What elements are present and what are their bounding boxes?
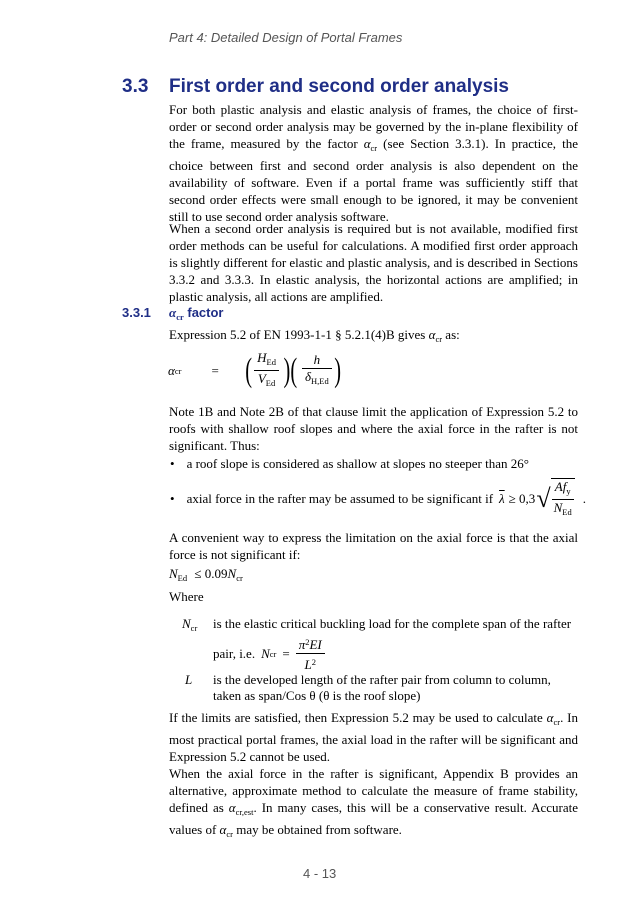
ncr-formula: pair, i.e. N cr = $\frac{\pi^2EI}{L^2}$ xyxy=(213,634,325,673)
alpha-cr-equation: α cr = ( $\frac{H_{Ed}}{V_{Ed}}$ )( $\frac{h}{\delta_{H,Ed}}$ ) xyxy=(168,350,342,389)
running-header: Part 4: Detailed Design of Portal Frames xyxy=(169,30,403,45)
ncr-symbol: $N_{cr}$ xyxy=(182,616,198,633)
section-number: 3.3 xyxy=(122,76,149,97)
paragraph-2: When a second order analysis is required but is not available, modified first order methods can be useful for calculations. A modified first order approach is slightly different for elastic and plastic analysis, and is described in Sections 3.3.2 and 3.3.3. In elastic analysis, the horizontal actions are amplified; in plastic analysis, all actions are amplified. xyxy=(169,221,578,304)
bullet-axial-force: • axial force in the rafter may be assumed to be significant if $\overline{\lambda}$ ≥ 0,3 √ $\frac{Af_y}{N_{Ed}}$ . xyxy=(170,478,586,520)
l-definition-2: taken as span/Cos θ (θ is the roof slope) xyxy=(213,688,421,703)
paragraph-1: For both plastic analysis and elastic analysis of frames, the choice of first-order or second order analysis may be governed by the in-plane flexibility of the frame, measured by the factor $\alpha_{cr}$ (see Section 3.3.1). In practice, the choice between first and second order analysis is also dependent on the availability of software. Even if a portal frame was sufficiently stiff that second order effects were small enough to be ignored, it may be convenient still to use second order analysis software. xyxy=(169,102,578,224)
final-paragraph: When the axial force in the rafter is significant, Appendix B provides an alternative, approximate method to calculate the measure of frame stability, defined as $\alpha_{cr,est}$. In many cases, this will be a conservative result. Accurate values of $\alpha_{cr}$ may be obtained from software. xyxy=(169,766,578,839)
axial-limit-equation: $N_{Ed} \le 0.09N_{cr}$ xyxy=(169,566,243,583)
limits-paragraph: If the limits are satisfied, then Expression 5.2 may be used to calculate $\alpha_{cr}$. In most practical portal frames, the axial load in the rafter will be significant and Expression 5.2 cannot be used. xyxy=(169,710,578,764)
note-paragraph: Note 1B and Note 2B of that clause limit the application of Expression 5.2 to roofs with shallow roof slopes and where the axial force in the rafter is not significant. Thus: xyxy=(169,404,578,453)
subsection-number: 3.3.1 xyxy=(122,305,151,320)
subsection-title: $\alpha_{cr}$ factor xyxy=(169,305,224,322)
section-title: First order and second order analysis xyxy=(169,76,509,97)
page-number: 4 - 13 xyxy=(303,866,337,881)
expression-intro: Expression 5.2 of EN 1993-1-1 § 5.2.1(4)B gives $\alpha_{cr}$ as: xyxy=(169,327,460,344)
l-symbol: L xyxy=(185,672,193,687)
l-definition: is the developed length of the rafter pair from column to column, xyxy=(213,672,551,687)
where-label: Where xyxy=(169,589,204,604)
convenient-paragraph: A convenient way to express the limitation on the axial force is that the axial force is not significant if: xyxy=(169,530,578,562)
ncr-definition: is the elastic critical buckling load for the complete span of the rafter xyxy=(213,616,572,631)
bullet-slope: • a roof slope is considered as shallow at slopes no steeper than 26° xyxy=(170,456,529,471)
